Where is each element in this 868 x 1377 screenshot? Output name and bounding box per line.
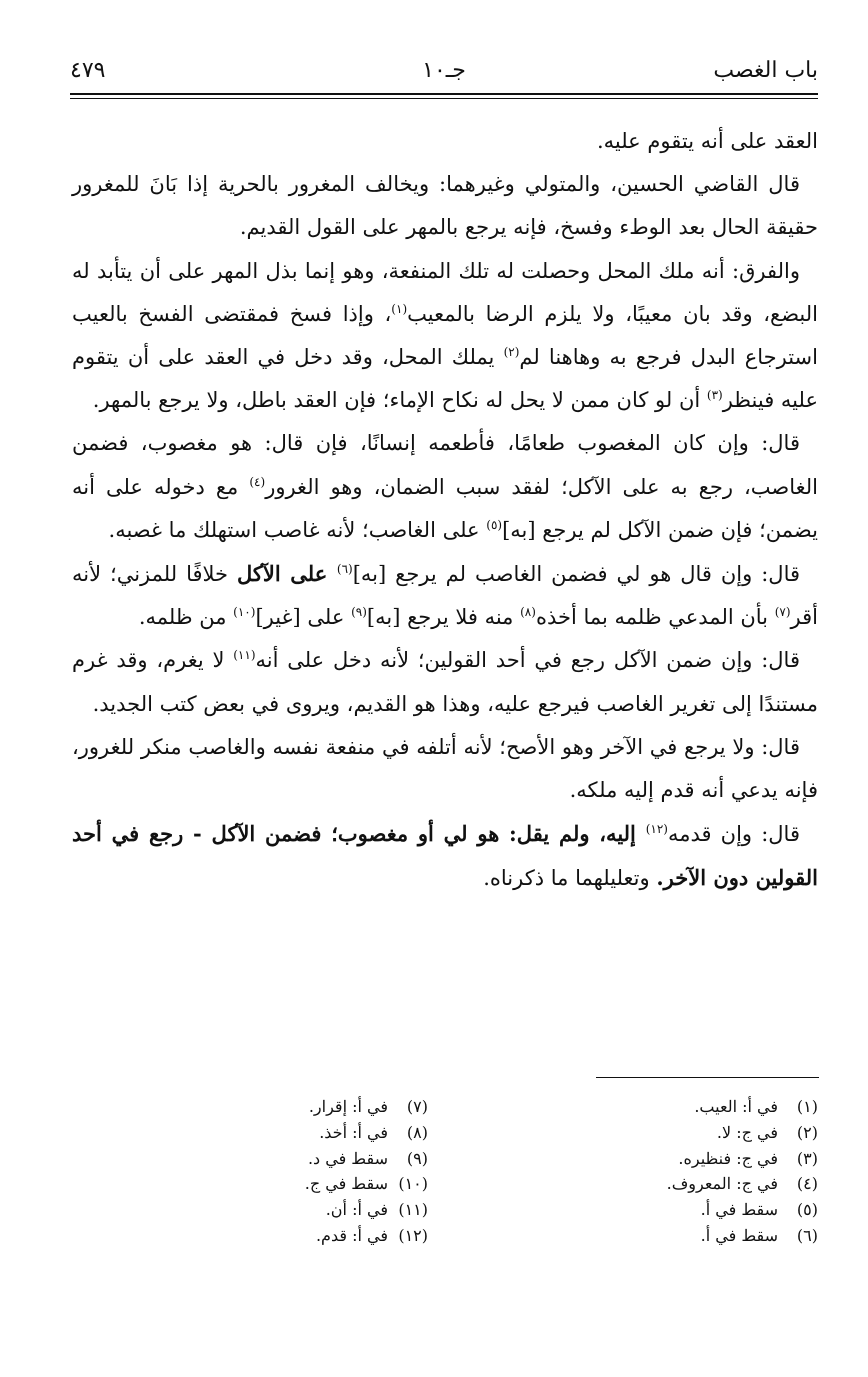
page-number: ٤٧٩	[70, 58, 106, 83]
bold-run: على الآكل	[237, 561, 337, 587]
footnote	[518, 1223, 818, 1249]
paragraph-1	[72, 120, 818, 163]
footnotes-column-left	[128, 1094, 428, 1249]
footnote-text: في ج: لا.	[716, 1122, 778, 1142]
paragraph-3	[72, 250, 818, 423]
header-rule-thick	[70, 93, 818, 95]
footnote-text: في أ: إقرار.	[308, 1097, 388, 1116]
footnote-text: في أ: العيب.	[694, 1097, 778, 1116]
text-run: قال: وإن قال هو لي فضمن الغاصب لم يرجع [به]	[352, 562, 801, 587]
text-run: قال: ولا يرجع في الآخر وهو الأصح؛ لأنه أتلفه في منفعة نفسه والغاصب منكر للغرور، فإنه يدعي أنه قدم إليه ملكه.	[72, 734, 818, 803]
footnote-text: سقط في ج.	[304, 1174, 388, 1194]
footnote-text: في أ: أخذ.	[319, 1122, 388, 1142]
footnote-number: (١)	[796, 1097, 818, 1116]
footnote	[128, 1120, 428, 1146]
footnote-separator	[596, 1077, 819, 1078]
footnote-ref[interactable]: (٩)	[351, 605, 367, 620]
footnote-text: سقط في د.	[307, 1148, 388, 1168]
text-run: والفرق: أنه ملك المحل وحصلت له تلك المنفعة، وهو إنما بذل المهر على أن يتأبد له البضع، وقد بان معيبًا، ولا يلزم الرضا بالمعيب	[72, 258, 818, 326]
footnote	[518, 1094, 818, 1120]
footnote-number: (١٢)	[398, 1225, 428, 1245]
paragraph-4	[72, 422, 818, 552]
footnote-number: (٨)	[406, 1122, 428, 1142]
text-run: من ظلمه.	[138, 605, 234, 630]
main-text	[72, 120, 818, 901]
text-run: قال القاضي الحسين، والمتولي وغيرهما: ويخالف المغرور بالحرية إذا بَانَ للمغرور حقيقة الحال بعد الوطء وفسخ، فإنه يرجع بالمهر على القول القديم.	[72, 172, 818, 240]
text-run: على الغاصب؛ لأنه غاصب استهلك ما غصبه.	[108, 517, 487, 542]
footnote	[128, 1171, 428, 1197]
bold-run: إليه، ولم يقل: هو لي أو مغصوب؛ فضمن الآكل - رجع في أحد القولين دون الآخر.	[72, 821, 818, 891]
footnotes-column-right	[518, 1094, 818, 1249]
footnote-ref[interactable]: (١)	[391, 301, 408, 316]
paragraph-8	[72, 812, 818, 900]
footnote	[128, 1223, 428, 1249]
footnote	[518, 1171, 818, 1197]
running-header	[70, 58, 818, 88]
paragraph-6	[72, 639, 818, 725]
text-run: خلافًا للمزني؛ لأنه أقر	[72, 562, 818, 630]
paragraph-2	[72, 163, 818, 249]
footnote	[128, 1197, 428, 1223]
paragraph-5	[72, 552, 818, 639]
footnote	[128, 1146, 428, 1172]
text-run: وتعليلهما ما ذكرناه.	[483, 866, 657, 891]
footnote-number: (٤)	[796, 1174, 818, 1194]
header-rule-thin	[70, 98, 818, 99]
footnote	[518, 1120, 818, 1146]
footnote	[128, 1094, 428, 1120]
footnote-ref[interactable]: (١١)	[233, 648, 256, 663]
footnote-number: (١١)	[398, 1200, 428, 1220]
text-run: قال: وإن ضمن الآكل رجع في أحد القولين؛ لأنه دخل على أنه	[255, 648, 800, 673]
footnote-number: (٩)	[406, 1148, 428, 1168]
volume-label: جـ١٠	[422, 58, 466, 83]
footnote-ref[interactable]: (١٢)	[645, 822, 668, 837]
text-run: مع دخوله على أنه يضمن؛ فإن ضمن الآكل لم يرجع [به]	[72, 474, 818, 542]
footnote-number: (٢)	[796, 1122, 818, 1142]
footnote-ref[interactable]: (١٠)	[233, 605, 256, 620]
text-run: قال: وإن قدمه	[667, 822, 800, 847]
text-run: يملك المحل، وقد دخل في العقد على أن يتقوم عليه فينظر	[72, 345, 818, 413]
text-run: أن لو كان ممن لا يحل له نكاح الإماء؛ فإن العقد باطل، ولا يرجع بالمهر.	[92, 388, 707, 413]
footnote-number: (٧)	[406, 1097, 428, 1116]
chapter-title: باب الغصب	[713, 58, 818, 83]
footnote-ref[interactable]: (٦)	[336, 562, 353, 577]
text-run: لا يغرم، وقد غرم مستندًا إلى تغرير الغاصب فيرجع عليه، وهذا هو القديم، ويروى في بعض كتب الجديد.	[72, 648, 818, 716]
footnote-ref[interactable]: (٥)	[486, 517, 503, 532]
text-run: على [غير]	[255, 605, 352, 630]
text-run: قال: وإن كان المغصوب طعامًا، فأطعمه إنسانًا، فإن قال: هو مغصوب، فضمن الغاصب، رجع به على الآكل؛ لفقد سبب الضمان، وهو الغرور	[72, 431, 819, 499]
footnote-number: (١٠)	[398, 1174, 428, 1194]
footnote-number: (٦)	[796, 1225, 818, 1245]
footnote-ref[interactable]: (٧)	[774, 605, 791, 620]
footnote-ref[interactable]: (٣)	[706, 388, 723, 403]
footnote-text: سقط في أ.	[700, 1200, 778, 1220]
footnote-number: (٥)	[796, 1200, 818, 1220]
footnote-ref[interactable]: (٤)	[249, 474, 266, 489]
footnote-text: في ج: المعروف.	[666, 1174, 778, 1194]
footnote-text: في أ: أن.	[325, 1200, 388, 1220]
footnote	[518, 1146, 818, 1172]
text-run: العقد على أنه يتقوم عليه.	[596, 129, 818, 153]
text-run: منه فلا يرجع [به]	[366, 605, 521, 630]
paragraph-7	[72, 726, 818, 812]
footnote-text: سقط في أ.	[700, 1225, 778, 1245]
footnote-text: في أ: قدم.	[315, 1225, 388, 1245]
footnote	[518, 1197, 818, 1223]
text-run: بأن المدعي ظلمه بما أخذه	[535, 605, 775, 630]
footnote-ref[interactable]: (٢)	[503, 345, 520, 360]
footnote-text: في ج: فنظيره.	[678, 1148, 778, 1168]
footnote-number: (٣)	[796, 1148, 818, 1168]
footnote-ref[interactable]: (٨)	[520, 605, 536, 620]
text-run: ، وإذا فسخ فمقتضى الفسخ بالعيب استرجاع البدل فرجع به وهاهنا لم	[72, 301, 818, 370]
